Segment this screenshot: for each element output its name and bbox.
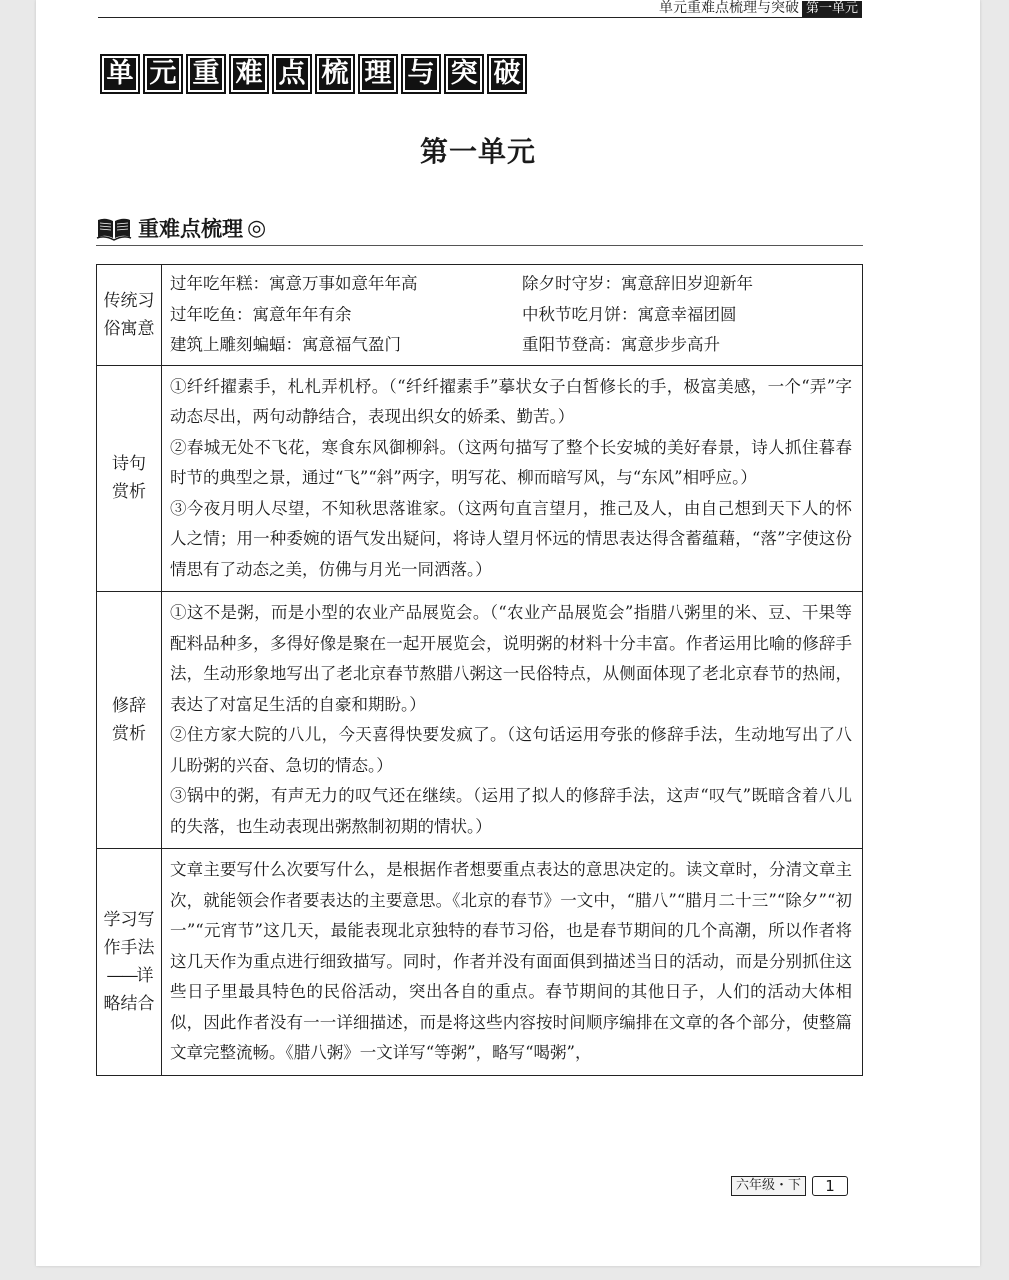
banner-char: 破 <box>487 54 527 94</box>
section-mark: ◎ <box>247 215 267 241</box>
topic-line: 赏析 <box>112 482 146 503</box>
banner-char: 突 <box>444 54 484 94</box>
topic-line: 修辞 <box>112 696 146 716</box>
paragraph: ③锅中的粥，有声无力的叹气还在继续。（运用了拟人的修辞手法，这声“叹气”既暗含着八儿的失落，也生动表现出粥熬制初期的情状。） <box>170 786 852 836</box>
section-rule <box>96 245 863 246</box>
banner-char: 梳 <box>315 54 355 94</box>
topic-line: 传统习 <box>103 290 155 311</box>
topic-line: 作手法 <box>103 937 155 958</box>
paragraph: 文章主要写什么次要写什么，是根据作者想要重点表达的意思决定的。读文章时，分清文章主次，就能领会作者要表达的主要意思。《北京的春节》一文中，“腊八”“腊月二十三”“除夕”“初一”“元宵节”这几天，最能表现北京独特的春节习俗，也是春节期间的几个高潮，所以作者将这几天作为重点进行细致描写。同时，作者并没有面面俱到描述当日的活动，而是分别抓住这些日子里最具特色的民俗活动，突出各自的重点。春节期间的其他日子，人们的活动大体相似，因此作者没有一一详细描述，而是将这些内容按时间顺序编排在文章的各个部分，使整篇文章完整流畅。《腊八粥》一文详写“等粥”，略写“喝粥”， <box>170 860 852 1062</box>
unit-title: 第一单元 <box>419 135 536 168</box>
banner-char: 与 <box>401 54 441 94</box>
topic-line: 略结合 <box>103 993 155 1014</box>
running-head-unit-tag: 第一单元 <box>802 1 862 17</box>
running-head <box>98 0 862 18</box>
content-cell <box>162 265 863 366</box>
content-cell <box>162 849 863 1076</box>
content-cell <box>162 592 863 849</box>
custom-item: 中秋节吃月饼：寓意幸福团圆 <box>522 304 737 324</box>
topic-cell <box>97 849 162 1076</box>
custom-item: 建筑上雕刻蝙蝠：寓意福气盈门 <box>170 335 401 354</box>
topic-cell <box>97 365 162 592</box>
customs-list <box>170 269 852 361</box>
textbook-page <box>36 0 980 1266</box>
paragraph: ②住方家大院的八儿，今天喜得快要发疯了。（这句话运用夸张的修辞手法，生动地写出了八儿盼粥的兴奋、急切的情态。） <box>170 725 852 775</box>
custom-item: 过年吃鱼：寓意年年有余 <box>170 304 352 324</box>
page-footer <box>731 1175 848 1197</box>
grade-label: 六年级・下 <box>731 1176 806 1196</box>
banner-char: 难 <box>229 54 269 94</box>
page-number: 1 <box>812 1176 848 1196</box>
topic-line: ——详 <box>106 965 152 986</box>
paragraph: ①纤纤擢素手，札札弄机杼。（“纤纤擢素手”摹状女子白皙修长的手，极富美感，一个“弄”字动态尽出，两句动静结合，表现出织女的娇柔、勤苦。） <box>170 376 852 426</box>
section-label: 重难点梳理 <box>138 217 243 241</box>
table-row-customs <box>97 265 863 366</box>
key-points-table <box>96 264 863 1076</box>
paragraph: ①这不是粥，而是小型的农业产品展览会。（“农业产品展览会”指腊八粥里的米、豆、干果等配料品种多，多得好像是聚在一起开展览会，说明粥的材料十分丰富。作者运用比喻的修辞手法，生动形象地写出了老北京春节熬腊八粥这一民俗特点，从侧面体现了老北京春节的热闹，表达了对富足生活的自豪和期盼。） <box>170 603 852 714</box>
paragraph: ③今夜月明人尽望，不知秋思落谁家。（这两句直言望月，推己及人，由自己想到天下人的怀人之情；用一种委婉的语气发出疑问，将诗人望月怀远的情思表达得含蓄蕴藉，“落”字使这份情思有了动态之美，仿佛与月光一同洒落。） <box>170 498 852 579</box>
running-head-title: 单元重难点梳理与突破 <box>658 0 799 16</box>
topic-line: 学习写 <box>103 909 155 930</box>
custom-item: 重阳节登高：寓意步步高升 <box>522 335 720 354</box>
banner-char: 点 <box>272 54 312 94</box>
custom-item: 过年吃年糕：寓意万事如意年年高 <box>170 274 418 293</box>
paragraph: ②春城无处不飞花，寒食东风御柳斜。（这两句描写了整个长安城的美好春景，诗人抓住暮春时节的典型之景，通过“飞”“斜”两字，明写花、柳而暗写风，与“东风”相呼应。） <box>170 437 852 487</box>
section-banner <box>100 54 527 94</box>
banner-char: 单 <box>100 54 140 94</box>
book-icon <box>96 215 132 241</box>
banner-char: 理 <box>358 54 398 94</box>
banner-char: 重 <box>186 54 226 94</box>
topic-line: 赏析 <box>112 724 146 744</box>
topic-cell <box>97 265 162 366</box>
banner-char: 元 <box>143 54 183 94</box>
content-cell <box>162 365 863 592</box>
topic-line: 诗句 <box>112 454 146 475</box>
table-row-writing <box>97 849 863 1076</box>
topic-cell <box>97 592 162 849</box>
custom-item: 除夕时守岁：寓意辞旧岁迎新年 <box>522 274 753 293</box>
table-row-rhetoric <box>97 592 863 849</box>
topic-line: 俗寓意 <box>103 318 155 339</box>
table-row-poetry <box>97 365 863 592</box>
section-heading <box>96 212 266 244</box>
